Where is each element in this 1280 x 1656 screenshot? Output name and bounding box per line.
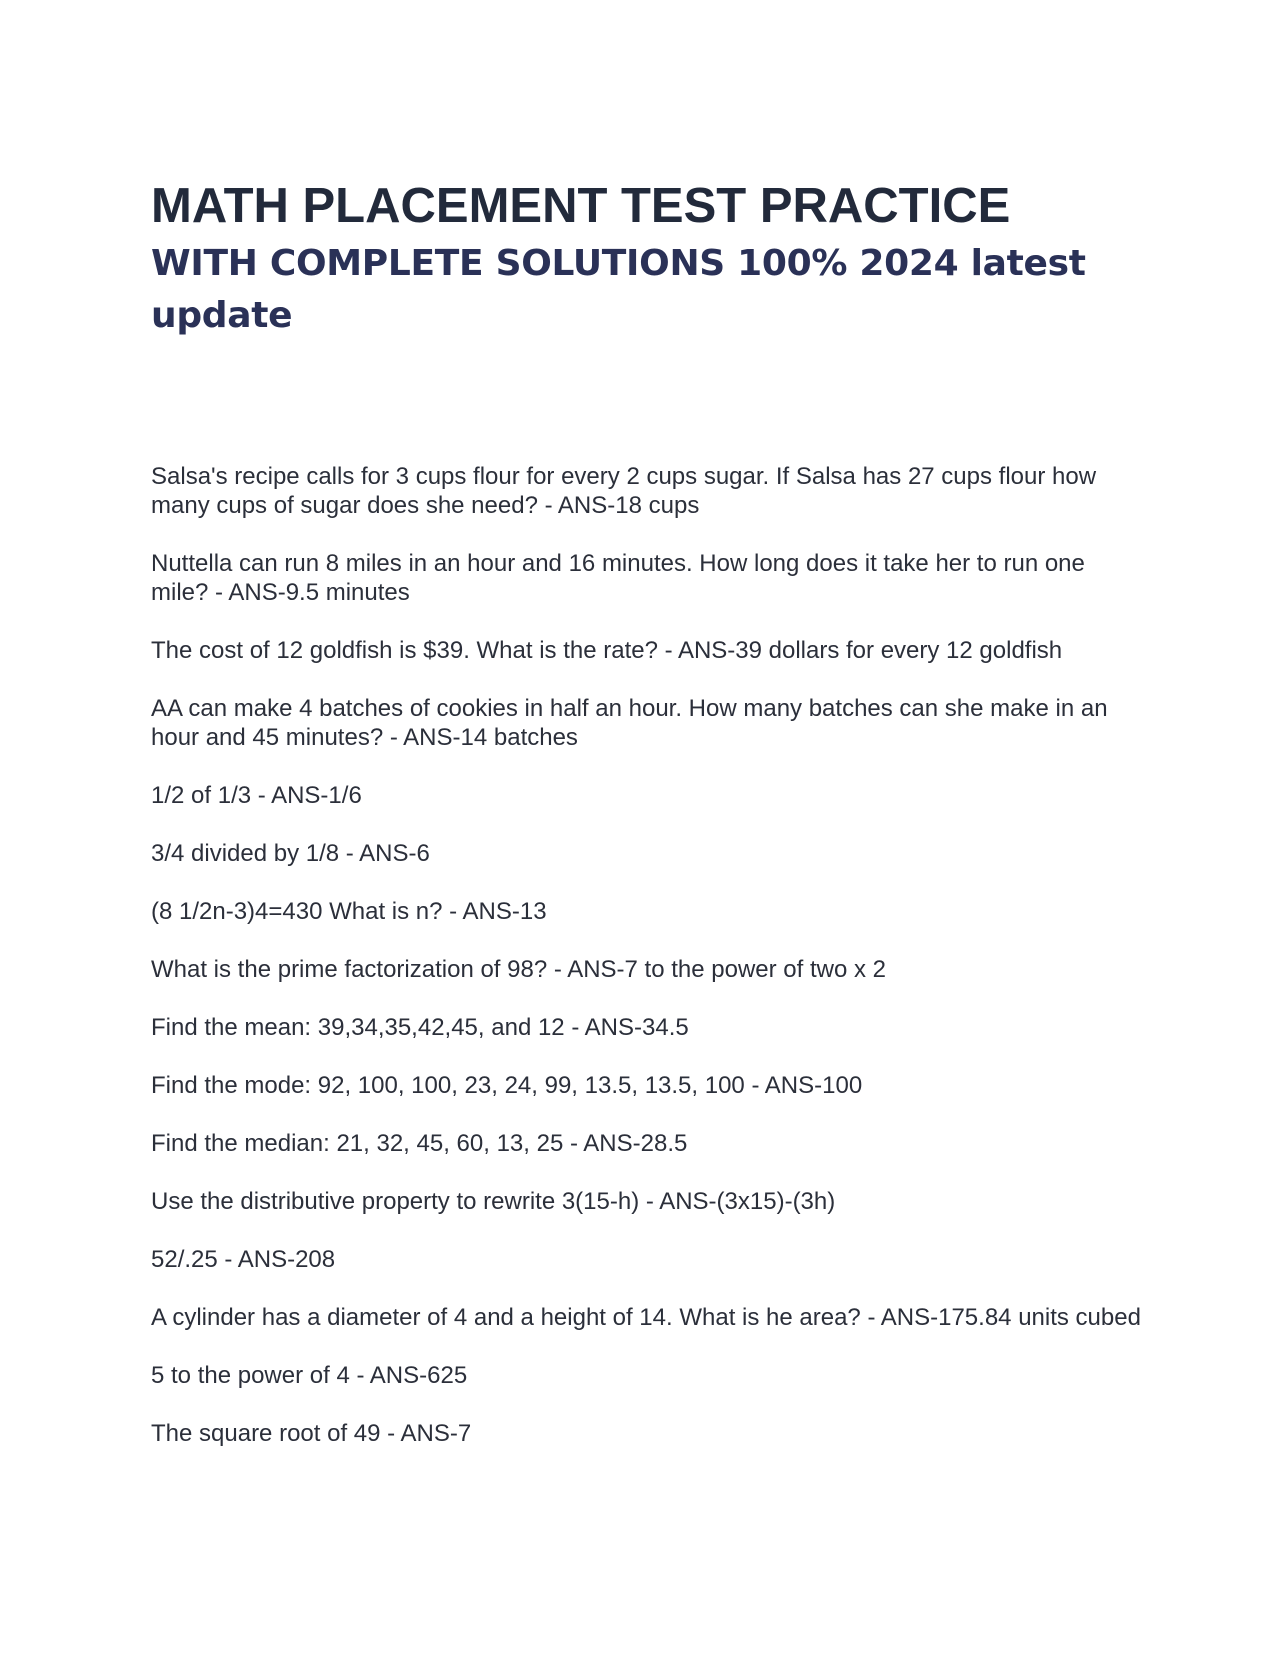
qa-item: A cylinder has a diameter of 4 and a height of 14. What is he area? - ANS-175.84 units cubed	[151, 1304, 1141, 1331]
page-content	[151, 178, 1141, 1477]
page-subtitle: WITH COMPLETE SOLUTIONS 100% 2024 latest update	[151, 243, 1086, 336]
qa-item: 5 to the power of 4 - ANS-625	[151, 1362, 468, 1389]
qa-item: Nuttella can run 8 miles in an hour and 16 minutes. How long does it take her to run one mile? - ANS-9.5 minutes	[151, 550, 1085, 606]
qa-item: Find the median: 21, 32, 45, 60, 13, 25 - ANS-28.5	[151, 1130, 688, 1157]
qa-item: AA can make 4 batches of cookies in half an hour. How many batches can she make in an hour and 45 minutes? - ANS-14 batches	[151, 695, 1108, 751]
qa-item: 52/.25 - ANS-208	[151, 1246, 336, 1273]
qa-item: Salsa's recipe calls for 3 cups flour for every 2 cups sugar. If Salsa has 27 cups flour how many cups of sugar does she need? - ANS-18 cups	[151, 463, 1097, 519]
qa-item: Find the mean: 39,34,35,42,45, and 12 - ANS-34.5	[151, 1014, 689, 1041]
question-answer-list	[151, 462, 1141, 1448]
page-title: MATH PLACEMENT TEST PRACTICE	[151, 179, 1011, 233]
qa-item: What is the prime factorization of 98? - ANS-7 to the power of two x 2	[151, 956, 887, 983]
qa-item: The cost of 12 goldfish is $39. What is the rate? - ANS-39 dollars for every 12 goldfish	[151, 637, 1063, 664]
qa-item: The square root of 49 - ANS-7	[151, 1420, 472, 1447]
qa-item: 3/4 divided by 1/8 - ANS-6	[151, 840, 430, 867]
qa-item: Use the distributive property to rewrite 3(15-h) - ANS-(3x15)-(3h)	[151, 1188, 836, 1215]
qa-item: Find the mode: 92, 100, 100, 23, 24, 99, 13.5, 13.5, 100 - ANS-100	[151, 1072, 863, 1099]
qa-item: (8 1/2n-3)4=430 What is n? - ANS-13	[151, 898, 547, 925]
qa-item: 1/2 of 1/3 - ANS-1/6	[151, 782, 362, 809]
